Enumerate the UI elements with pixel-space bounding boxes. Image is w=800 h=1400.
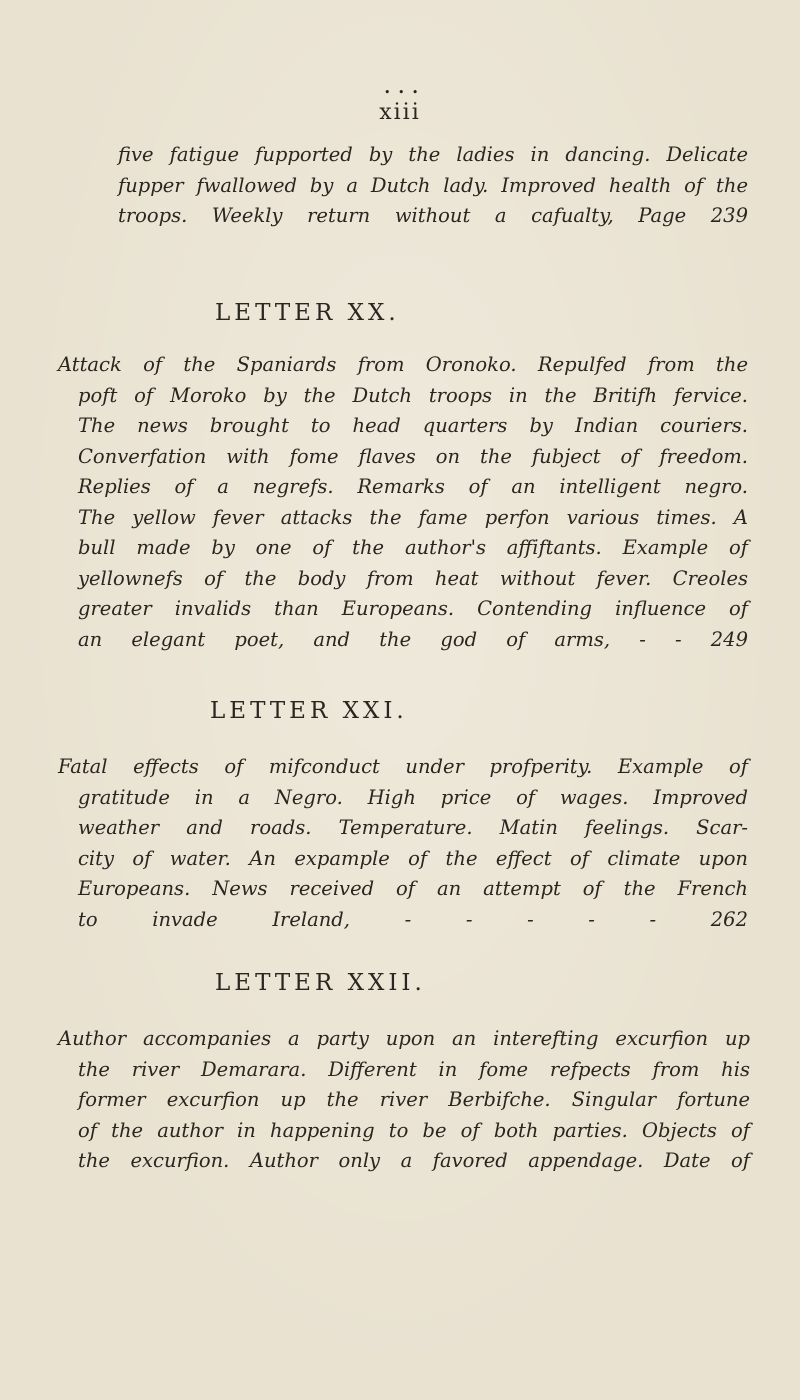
summary-line: Fatal effects of mifconduct under profperity. Example of: [58, 755, 748, 778]
summary-line: Converfation with fome flaves on the fubject of freedom.: [78, 444, 748, 468]
summary-line: of the author in happening to be of both parties. Objects of: [78, 1118, 750, 1142]
letter-xx-heading: LETTER XX.: [215, 300, 400, 326]
summary-line: five fatigue fupported by the ladies in dancing. Delicate: [118, 143, 748, 166]
summary-line: the river Demarara. Different in fome refpects from his: [78, 1057, 750, 1081]
summary-line: gratitude in a Negro. High price of wages. Improved: [78, 785, 748, 809]
summary-line: poft of Moroko by the Dutch troops in the Britifh fervice.: [78, 383, 748, 407]
summary-line: fupper fwallowed by a Dutch lady. Improved health of the: [118, 173, 748, 197]
letter-xxii-heading: LETTER XXII.: [215, 970, 426, 996]
page-number-text: xiii: [379, 100, 421, 125]
summary-line: weather and roads. Temperature. Matin feelings. Scar-: [78, 816, 748, 839]
summary-line: troops. Weekly return without a cafualty, Page 239: [118, 204, 748, 227]
letter-xxi-heading: LETTER XXI.: [210, 698, 408, 724]
summary-line: bull made by one of the author's affiftants. Example of: [78, 536, 748, 559]
summary-line: city of water. An expample of the effect of climate upon: [78, 846, 748, 870]
summary-line: former excurfion up the river Berbifche. Singular fortune: [78, 1088, 750, 1111]
summary-line: Replies of a negrefs. Remarks of an intelligent negro.: [78, 475, 748, 498]
letter-xx-summary: [58, 350, 748, 655]
summary-line: Europeans. News received of an attempt of the French: [78, 877, 748, 900]
letter-xxii-summary: [58, 1024, 750, 1177]
letter-xix-summary: [118, 140, 748, 232]
summary-line: The yellow fever attacks the fame perfon various times. A: [78, 505, 748, 529]
page-number-ornament: • • •: [383, 86, 421, 99]
summary-line: the excurfion. Author only a favored appendage. Date of: [78, 1149, 750, 1172]
summary-line: greater invalids than Europeans. Contending influence of: [78, 597, 748, 620]
page-number: [0, 86, 800, 125]
summary-line: Author accompanies a party upon an interefting excurfion up: [58, 1027, 750, 1050]
summary-line: Attack of the Spaniards from Oronoko. Repulfed from the: [58, 353, 748, 376]
letter-xxi-summary: [58, 752, 748, 935]
summary-line: yellownefs of the body from heat without fever. Creoles: [78, 566, 748, 590]
summary-line: The news brought to head quarters by Indian couriers.: [78, 414, 748, 437]
summary-line: to invade Ireland, - - - - - 262: [78, 907, 748, 931]
summary-line: an elegant poet, and the god of arms, - - 249: [78, 627, 748, 651]
